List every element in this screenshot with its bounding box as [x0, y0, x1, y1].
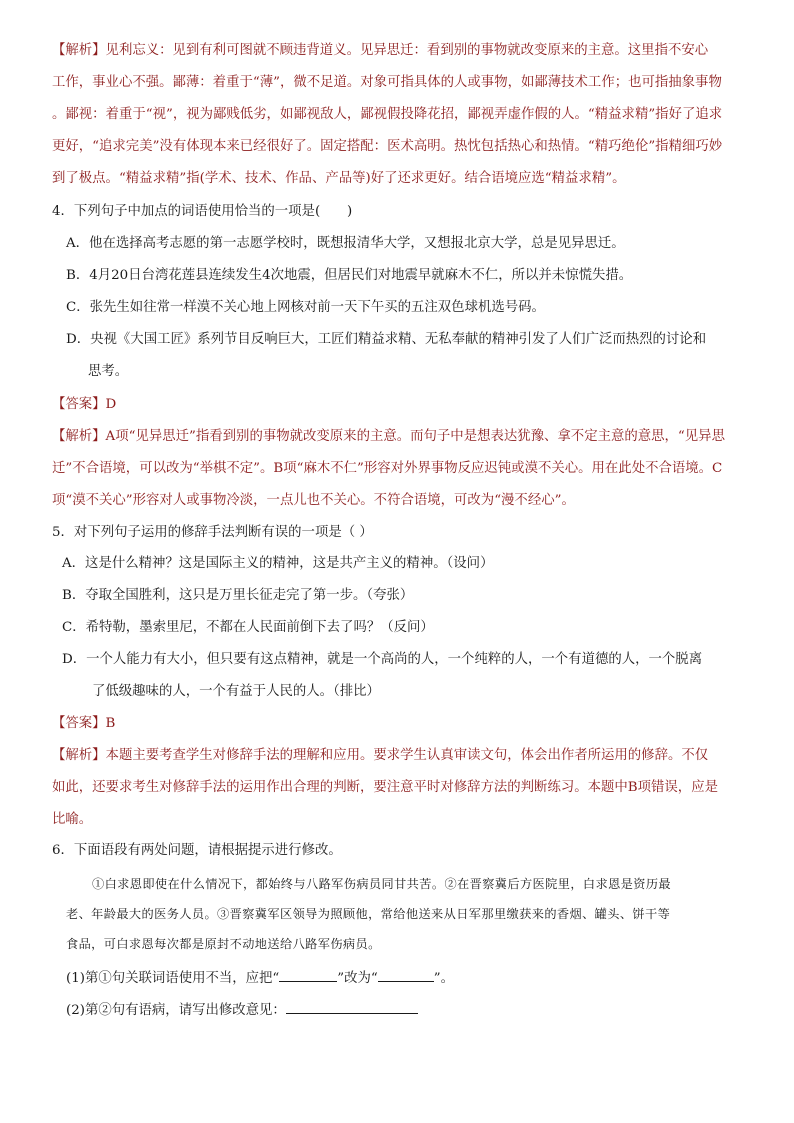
- q6-sub2-blank[interactable]: [286, 1000, 418, 1014]
- q4-option-d: D．央视《大国工匠》系列节目反响巨大，工匠们精益求精、无私奉献的精神引发了人们广泛而热烈的讨论和: [66, 332, 707, 347]
- q6-sub1-middle: ”改为“: [337, 971, 378, 986]
- q6-sub1: [66, 968, 454, 988]
- q4-option-b: B．4月20日台湾花莲县连续发生4次地震，但居民们对地震早就麻木不仁，所以并未惊慌失措。: [66, 268, 633, 283]
- q5-option-d: D．一个人能力有大小，但只要有这点精神，就是一个高尚的人，一个纯粹的人，一个有道德的人，一个脱离: [62, 652, 703, 667]
- q6-sub2-prompt: (2)第②句有语病，请写出修改意见：: [66, 1003, 286, 1018]
- q5-analysis-line-2: 如此，还要求考生对修辞手法的运用作出合理的判断，要注意平时对修辞方法的判断练习。本题中B项错误，应是: [52, 780, 718, 795]
- q6-sub1-blank-2[interactable]: [378, 968, 434, 982]
- q4-option-c: C．张先生如往常一样漠不关心地上网核对前一天下午买的五注双色球机选号码。: [66, 300, 545, 315]
- q4-analysis-line-1: 【解析】A项“见异思迁”指看到别的事物就改变原来的主意。而句子中是想表达犹豫、拿不定主意的意思，“见异思: [52, 429, 725, 444]
- q6-passage-line-2: 老、年龄最大的医务人员。③晋察冀军区领导为照顾他，常给他送来从日军那里缴获来的香烟、罐头、饼干等: [66, 907, 671, 921]
- q5-stem: 5．对下列句子运用的修辞手法判断有误的一项是（ ）: [52, 525, 373, 540]
- q6-sub1-blank-1[interactable]: [279, 968, 337, 982]
- analysis3-line-2: 工作，事业心不强。鄙薄：着重于“薄”，微不足道。对象可指具体的人或事物，如鄙薄技术工作；也可指抽象事物: [52, 75, 722, 90]
- q4-answer: 【答案】D: [52, 397, 117, 412]
- analysis3-line-5: 到了极点。“精益求精”指(学术、技术、作品、产品等)好了还求更好。结合语境应选“精益求精”。: [52, 171, 626, 186]
- q6-sub1-suffix: ”。: [433, 971, 455, 986]
- analysis3-line-3: 。鄙视：着重于“视”，视为鄙贱低劣，如鄙视敌人，鄙视假投降花招，鄙视弄虚作假的人。“精益求精”指好了追求: [52, 107, 723, 122]
- q5-option-d-cont: 了低级趣味的人，一个有益于人民的人。（排比）: [92, 684, 380, 699]
- q6-passage-line-1: ①白求恩即使在什么情况下，都始终与八路军伤病员同甘共苦。②在晋察冀后方医院里，白求恩是资历最: [92, 877, 672, 891]
- q4-option-d-cont: 思考。: [88, 364, 129, 379]
- q5-option-a: A．这是什么精神？这是国际主义的精神，这是共产主义的精神。（设问）: [62, 556, 494, 571]
- q6-passage-line-3: 食品，可白求恩每次都是原封不动地送给八路军伤病员。: [66, 937, 381, 951]
- q6-stem: 6．下面语段有两处问题，请根据提示进行修改。: [52, 843, 342, 858]
- analysis3-line-1: 【解析】见利忘义：见到有利可图就不顾违背道义。见异思迁：看到别的事物就改变原来的主意。这里指不安心: [52, 43, 709, 58]
- q6-sub1-prefix: (1)第①句关联词语使用不当，应把“: [66, 971, 280, 986]
- q5-option-b: B．夺取全国胜利，这只是万里长征走完了第一步。（夸张）: [62, 588, 414, 603]
- q4-analysis-line-3: 项“漠不关心”形容对人或事物冷淡，一点儿也不关心。不符合语境，可改为“漫不经心”。: [52, 493, 575, 508]
- q5-answer: 【答案】B: [52, 716, 116, 731]
- q5-analysis-line-3: 比喻。: [52, 812, 93, 827]
- q5-option-c: C．希特勒，墨索里尼，不都在人民面前倒下去了吗？（反问）: [62, 620, 434, 635]
- q4-option-a: A．他在选择高考志愿的第一志愿学校时，既想报清华大学，又想报北京大学，总是见异思迁。: [66, 236, 625, 251]
- q5-analysis-line-1: 【解析】本题主要考查学生对修辞手法的理解和应用。要求学生认真审读文句，体会出作者所运用的修辞。不仅: [52, 748, 709, 763]
- q6-sub2: [66, 1000, 418, 1020]
- q4-stem: 4．下列句子中加点的词语使用恰当的一项是( ): [52, 204, 353, 219]
- q4-analysis-line-2: 迁”不合语境，可以改为“举棋不定”。B项“麻木不仁”形容对外界事物反应迟钝或漠不关心。用在此处不合语境。C: [52, 461, 723, 476]
- analysis3-line-4: 更好，“追求完美”没有体现本来已经很好了。固定搭配：医术高明。热忱包括热心和热情。“精巧绝伦”指精细巧妙: [52, 139, 723, 154]
